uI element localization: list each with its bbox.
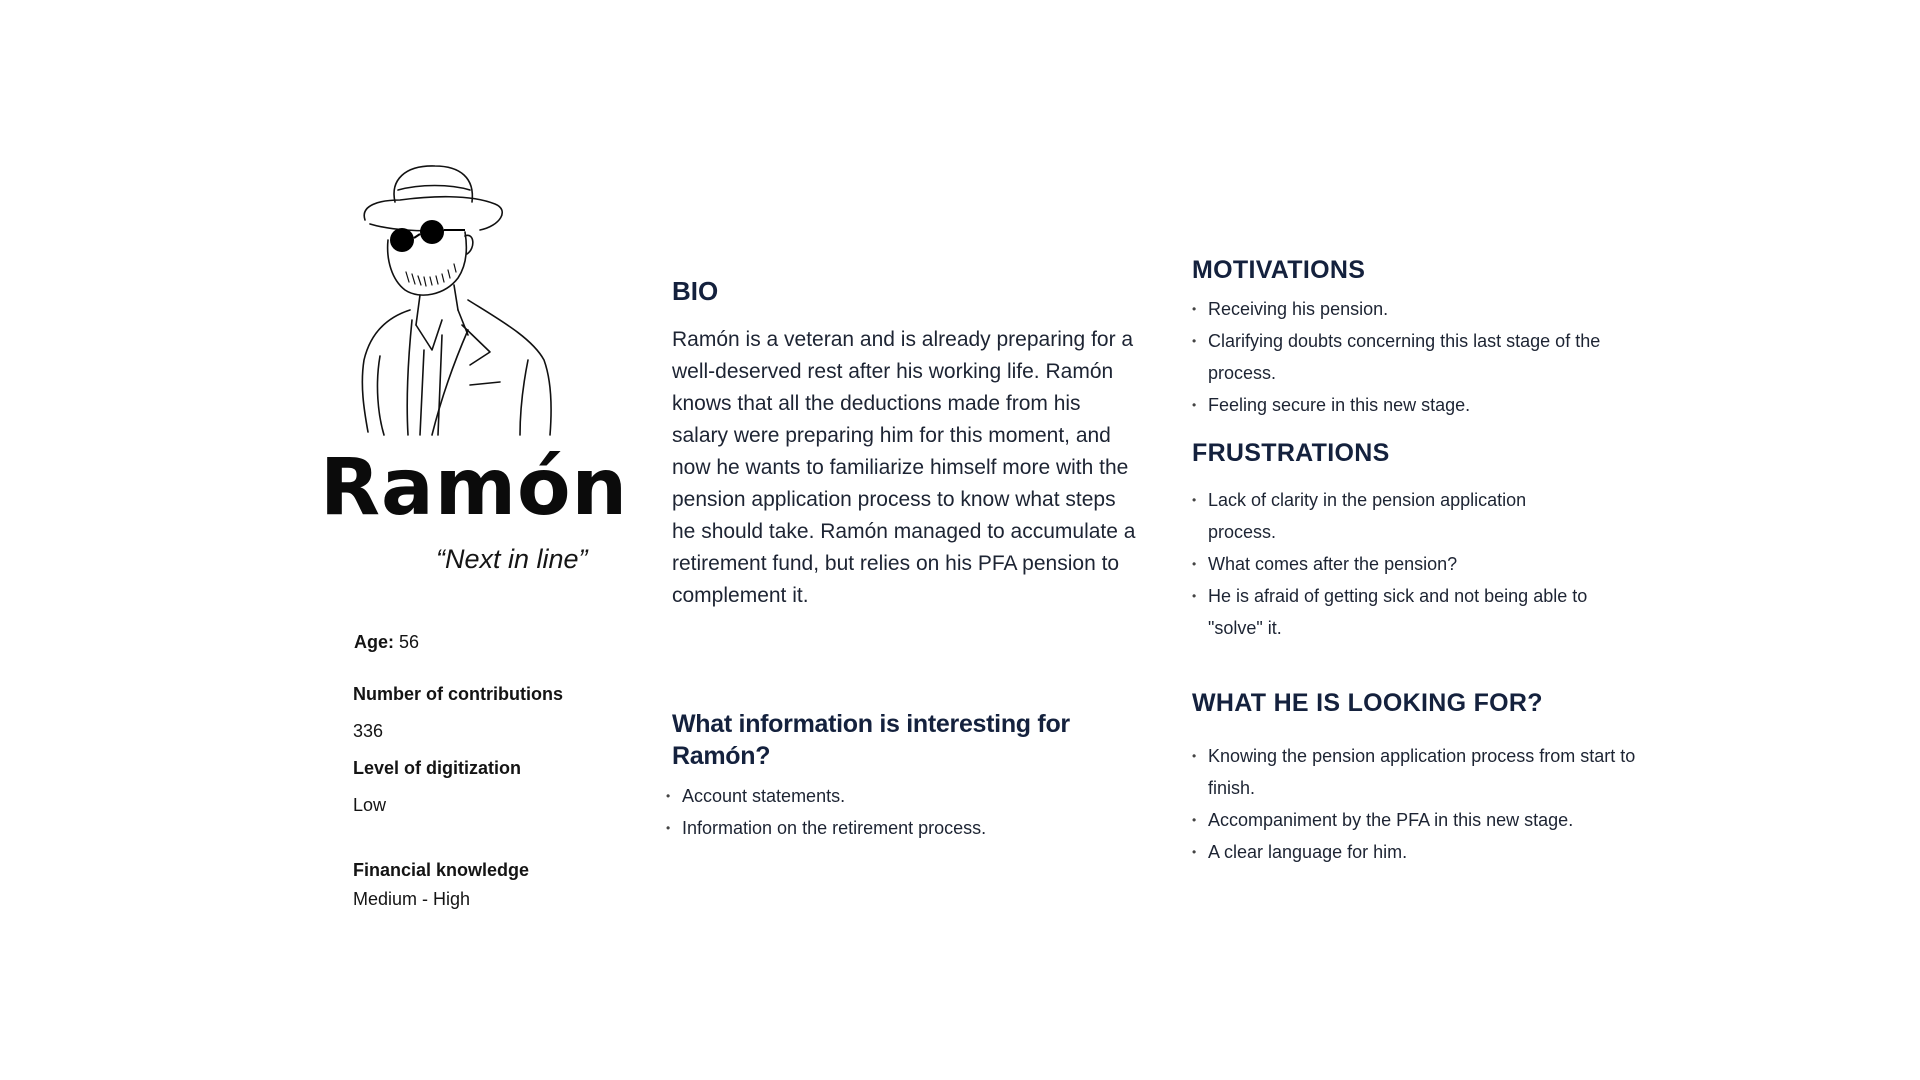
looking-section xyxy=(1192,689,1642,868)
looking-list xyxy=(1192,740,1642,868)
looking-heading: WHAT HE IS LOOKING FOR? xyxy=(1192,689,1543,717)
list-item: • Knowing the pension application process from start to finish. xyxy=(1192,740,1648,804)
bio-heading: BIO xyxy=(672,276,719,306)
list-item: • Clarifying doubts concerning this last stage of the process. xyxy=(1192,325,1642,389)
frustrations-heading: FRUSTRATIONS xyxy=(1192,439,1390,467)
list-item: • A clear language for him. xyxy=(1192,836,1642,868)
list-item: • Receiving his pension. xyxy=(1192,293,1642,325)
financial-value: Medium - High xyxy=(353,889,471,909)
digitization-value: Low xyxy=(353,795,387,815)
age-value: 56 xyxy=(399,632,420,652)
persona-tagline: “Next in line” xyxy=(436,544,588,574)
list-item: • Information on the retirement process. xyxy=(666,812,1112,844)
bio-section xyxy=(672,276,718,307)
list-item: • What comes after the pension? xyxy=(1192,548,1632,580)
contributions-label: Number of contributions xyxy=(353,684,563,704)
digitization-label: Level of digitization xyxy=(353,758,522,778)
financial-label: Financial knowledge xyxy=(353,860,530,880)
list-item: • Feeling secure in this new stage. xyxy=(1192,389,1642,421)
age-label: Age: xyxy=(354,632,394,652)
motivations-list xyxy=(1192,293,1642,421)
frustrations-section xyxy=(1192,439,1632,644)
bio-text: Ramón is a veteran and is already preparing for a well-deserved rest after his working life. Ramón knows that all the deductions made from his salary were preparing him for this moment, and now he wants to familiarize himself more with the pension application process to know what steps he should take. Ramón managed to accumulate a retirement fund, but relies on his PFA pension to complement it. xyxy=(672,328,1136,607)
list-item: • Accompaniment by the PFA in this new stage. xyxy=(1192,804,1642,836)
frustrations-list xyxy=(1192,484,1632,644)
info-list xyxy=(666,780,1112,844)
list-item: • He is afraid of getting sick and not being able to "solve" it. xyxy=(1192,580,1632,644)
list-item: • Account statements. xyxy=(666,780,1112,812)
info-heading: What information is interesting for Ramón? xyxy=(672,710,1070,770)
avatar xyxy=(350,160,590,440)
contributions-value: 336 xyxy=(353,721,384,741)
motivations-section xyxy=(1192,256,1642,421)
persona-name: Ramón xyxy=(320,443,629,533)
info-section xyxy=(672,708,1112,844)
list-item: • Lack of clarity in the pension application process. xyxy=(1192,484,1588,548)
age-fact xyxy=(354,632,419,653)
motivations-heading: MOTIVATIONS xyxy=(1192,256,1366,284)
